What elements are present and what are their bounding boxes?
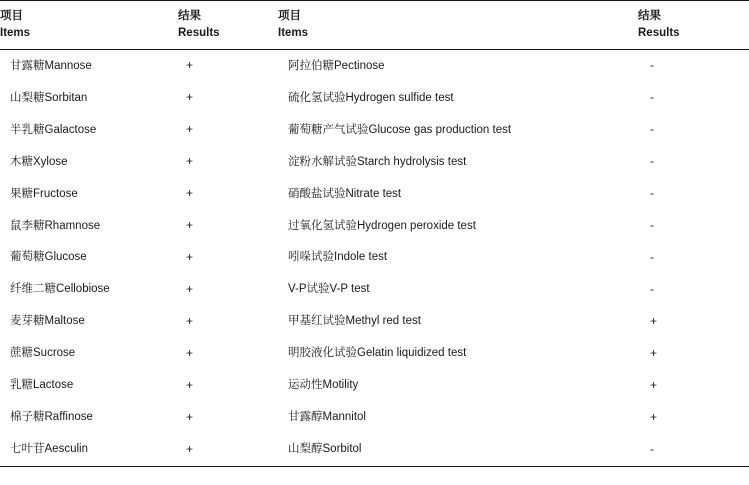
table-row [0, 178, 749, 210]
result-value: + [186, 249, 194, 264]
result-cell [638, 370, 749, 402]
result-value: - [650, 186, 654, 201]
item-label: 半乳糖Galactose [10, 123, 97, 136]
result-value: + [186, 345, 194, 360]
item-cell [0, 178, 178, 210]
result-value: - [650, 281, 654, 296]
item-label: V-P试验V-P test [288, 283, 370, 296]
item-label: 七叶苷Aesculin [10, 443, 88, 456]
item-cell [0, 370, 178, 402]
result-cell [638, 402, 749, 434]
item-cell [278, 146, 638, 178]
result-value: + [650, 313, 658, 328]
result-value: + [186, 313, 194, 328]
column-header-results-2-zh: 结果 [638, 10, 661, 22]
table-row [0, 370, 749, 402]
result-cell [638, 338, 749, 370]
result-cell [638, 82, 749, 114]
table-row [0, 242, 749, 274]
table-row [0, 402, 749, 434]
result-cell [178, 146, 278, 178]
item-cell [0, 114, 178, 146]
result-cell [178, 370, 278, 402]
table-row [0, 306, 749, 338]
item-cell [0, 306, 178, 338]
item-label: 蔗糖Sucrose [10, 347, 76, 360]
result-value: - [650, 122, 654, 137]
item-cell [0, 434, 178, 466]
column-header-results-1 [178, 1, 278, 50]
result-cell [638, 274, 749, 306]
item-cell [0, 402, 178, 434]
result-cell [178, 242, 278, 274]
item-cell [278, 274, 638, 306]
item-label: 木糖Xylose [10, 155, 68, 168]
item-label: 甘露醇Mannitol [288, 411, 366, 424]
result-cell [178, 274, 278, 306]
column-header-items-1 [0, 1, 178, 50]
result-cell [178, 210, 278, 242]
item-label: 鼠李糖Rhamnose [10, 219, 101, 232]
column-header-items-2-en: Items [278, 26, 309, 39]
item-cell [0, 274, 178, 306]
result-value: + [186, 186, 194, 201]
result-value: + [650, 345, 658, 360]
item-cell [278, 402, 638, 434]
item-label: 吲哚试验Indole test [288, 251, 388, 264]
table-row [0, 50, 749, 82]
item-cell [0, 210, 178, 242]
column-header-items-1-en: Items [0, 26, 31, 39]
result-cell [178, 306, 278, 338]
result-value: - [650, 154, 654, 169]
item-cell [0, 50, 178, 82]
table-row [0, 114, 749, 146]
result-cell [178, 178, 278, 210]
result-value: + [186, 409, 194, 424]
item-label: 运动性Motility [288, 379, 359, 392]
item-label: 棉子糖Raffinose [10, 411, 93, 424]
table-header-row [0, 1, 749, 50]
item-label: 葡萄糖Glucose [10, 251, 87, 264]
result-value: + [186, 281, 194, 296]
result-cell [638, 434, 749, 466]
item-label: 麦芽糖Maltose [10, 315, 85, 328]
result-cell [178, 338, 278, 370]
table-head [0, 1, 749, 50]
item-cell [278, 242, 638, 274]
result-cell [638, 114, 749, 146]
result-cell [178, 434, 278, 466]
result-value: + [186, 58, 194, 73]
result-cell [638, 50, 749, 82]
item-label: 阿拉伯糖Pectinose [288, 59, 385, 72]
table-row [0, 434, 749, 466]
item-label: 纤维二糖Cellobiose [10, 283, 110, 296]
item-cell [278, 434, 638, 466]
table-row [0, 146, 749, 178]
column-header-results-1-zh: 结果 [178, 10, 201, 22]
item-label: 山梨糖Sorbitan [10, 91, 88, 104]
result-value: + [186, 122, 194, 137]
result-value: + [186, 377, 194, 392]
item-cell [278, 82, 638, 114]
table-row [0, 210, 749, 242]
item-label: 山梨醇Sorbitol [288, 443, 362, 456]
result-value: + [186, 90, 194, 105]
result-value: + [186, 441, 194, 456]
result-cell [638, 178, 749, 210]
result-value: - [650, 218, 654, 233]
table-body [0, 50, 749, 466]
column-header-items-2-zh: 项目 [278, 10, 301, 22]
item-label: 过氧化氢试验Hydrogen peroxide test [288, 219, 476, 232]
item-cell [278, 114, 638, 146]
item-label: 硫化氢试验Hydrogen sulfide test [288, 91, 454, 104]
result-cell [638, 242, 749, 274]
item-cell [0, 146, 178, 178]
item-cell [278, 338, 638, 370]
result-cell [178, 82, 278, 114]
item-label: 乳糖Lactose [10, 379, 74, 392]
result-value: - [650, 58, 654, 73]
item-cell [0, 242, 178, 274]
result-cell [638, 146, 749, 178]
column-header-results-2-en: Results [638, 26, 680, 39]
result-value: - [650, 441, 654, 456]
item-cell [0, 338, 178, 370]
table-row [0, 274, 749, 306]
item-cell [278, 50, 638, 82]
result-cell [638, 306, 749, 338]
column-header-results-2 [638, 1, 749, 50]
result-value: + [186, 218, 194, 233]
column-header-items-2 [278, 1, 638, 50]
table-row [0, 338, 749, 370]
result-value: + [186, 154, 194, 169]
column-header-results-1-en: Results [178, 26, 220, 39]
item-cell [0, 82, 178, 114]
result-value: - [650, 90, 654, 105]
column-header-items-1-zh: 项目 [0, 10, 23, 22]
item-cell [278, 210, 638, 242]
result-cell [178, 114, 278, 146]
item-label: 甘露糖Mannose [10, 59, 92, 72]
item-cell [278, 370, 638, 402]
item-label: 葡萄糖产气试验Glucose gas production test [288, 123, 512, 136]
result-cell [178, 50, 278, 82]
table-row [0, 82, 749, 114]
result-value: + [650, 377, 658, 392]
item-label: 甲基红试验Methyl red test [288, 315, 421, 328]
item-label: 淀粉水解试验Starch hydrolysis test [288, 155, 467, 168]
result-value: - [650, 249, 654, 264]
item-label: 果糖Fructose [10, 187, 78, 200]
item-label: 硝酸盐试验Nitrate test [288, 187, 402, 200]
item-cell [278, 178, 638, 210]
item-cell [278, 306, 638, 338]
item-label: 明胶液化试验Gelatin liquidized test [288, 347, 467, 360]
result-cell [638, 210, 749, 242]
result-value: + [650, 409, 658, 424]
result-cell [178, 402, 278, 434]
